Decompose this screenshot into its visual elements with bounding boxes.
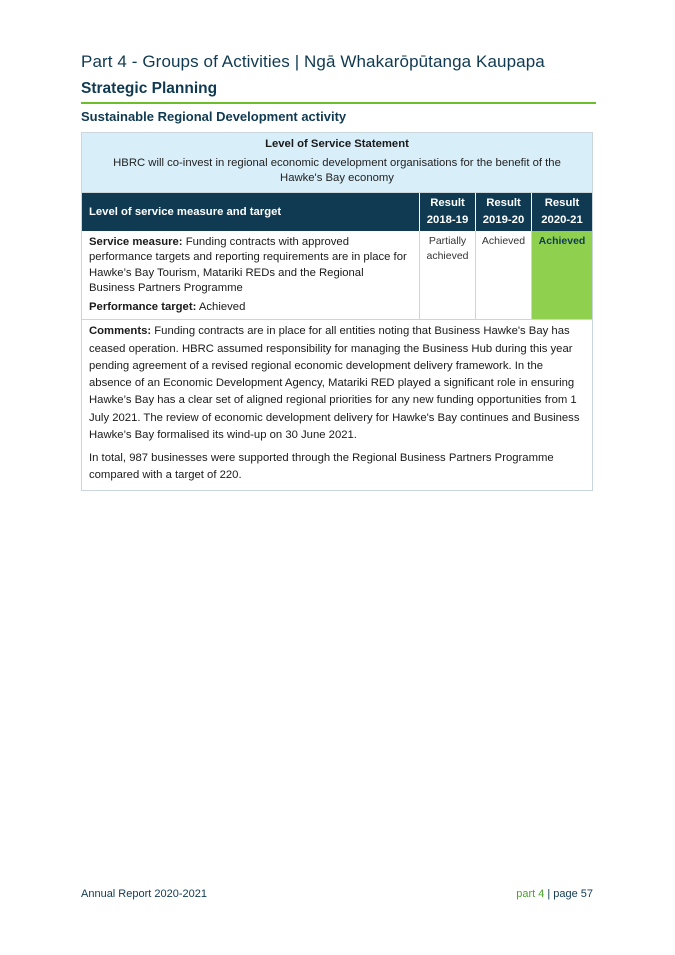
- service-statement-heading: Level of Service Statement: [265, 138, 409, 150]
- section-title: Strategic Planning: [81, 80, 596, 104]
- table-row: [82, 231, 592, 320]
- header-result-year: 2019-20: [482, 214, 525, 226]
- header-measure: Level of service measure and target: [89, 206, 282, 218]
- header-result-year: 2018-19: [426, 214, 469, 226]
- activity-title: Sustainable Regional Development activity: [81, 109, 347, 124]
- service-measure: [89, 235, 412, 296]
- result-2018-19: Partially achieved: [419, 231, 475, 319]
- header-result-2019-20: [475, 193, 531, 231]
- footer-page-info: [516, 888, 593, 900]
- result-2020-21: Achieved: [531, 231, 592, 319]
- header-result-year: 2020-21: [541, 214, 583, 226]
- comments-paragraph-2: In total, 987 businesses were supported through the Regional Business Partners Programme compared with a target of 220.: [89, 451, 554, 482]
- comments: [82, 320, 592, 490]
- header-result-label: Result: [486, 197, 521, 209]
- footer-page-number: page 57: [553, 888, 593, 900]
- table-header: [82, 193, 592, 231]
- header-result-label: Result: [544, 197, 580, 209]
- service-level-table: [81, 132, 593, 491]
- comments-paragraph-1: [89, 323, 585, 443]
- service-measure-label: Service measure:: [89, 236, 183, 248]
- comments-text: Funding contracts are in place for all entities noting that Business Hawke's Bay has ceased operation. HBRC assumed responsibility for managing the Business Hub during this year pending agreement of a revised regional economic development delivery framework. In the absence of an Economic Development Agency, Matariki RED played a significant role in ensuring Hawke’s Bay has a clear set of aligned regional priorities for any new funding opportunities from 1 July 2021. The review of economic development delivery for Hawke's Bay continues and Business Hawke’s Bay formalised its wind-up on 30 June 2021.: [89, 325, 580, 441]
- part-title: Part 4 - Groups of Activities | Ngā Whakarōpūtanga Kaupapa: [81, 52, 545, 71]
- footer-separator: |: [547, 888, 551, 900]
- header-result-2018-19: [419, 193, 475, 231]
- service-statement: [82, 133, 592, 193]
- service-statement-text: HBRC will co-invest in regional economic development organisations for the benefit of the Hawke's Bay economy: [113, 157, 561, 184]
- performance-target-label: Performance target:: [89, 301, 197, 314]
- header-result-2020-21: [531, 193, 592, 231]
- result-2019-20: Achieved: [475, 231, 531, 319]
- performance-target-text: Achieved: [198, 301, 246, 314]
- header-result-label: Result: [430, 197, 465, 209]
- comments-label: Comments:: [89, 325, 152, 338]
- performance-target: [89, 300, 412, 315]
- footer-report-title: Annual Report 2020-2021: [81, 888, 207, 900]
- footer-part: part 4: [516, 888, 545, 900]
- measure-cell: [82, 231, 419, 319]
- service-measure-text: Funding contracts with approved performance targets and reporting requirements are in place for Hawke’s Bay Tourism, Matariki REDs and the Regional Business Partners Programme: [89, 236, 407, 294]
